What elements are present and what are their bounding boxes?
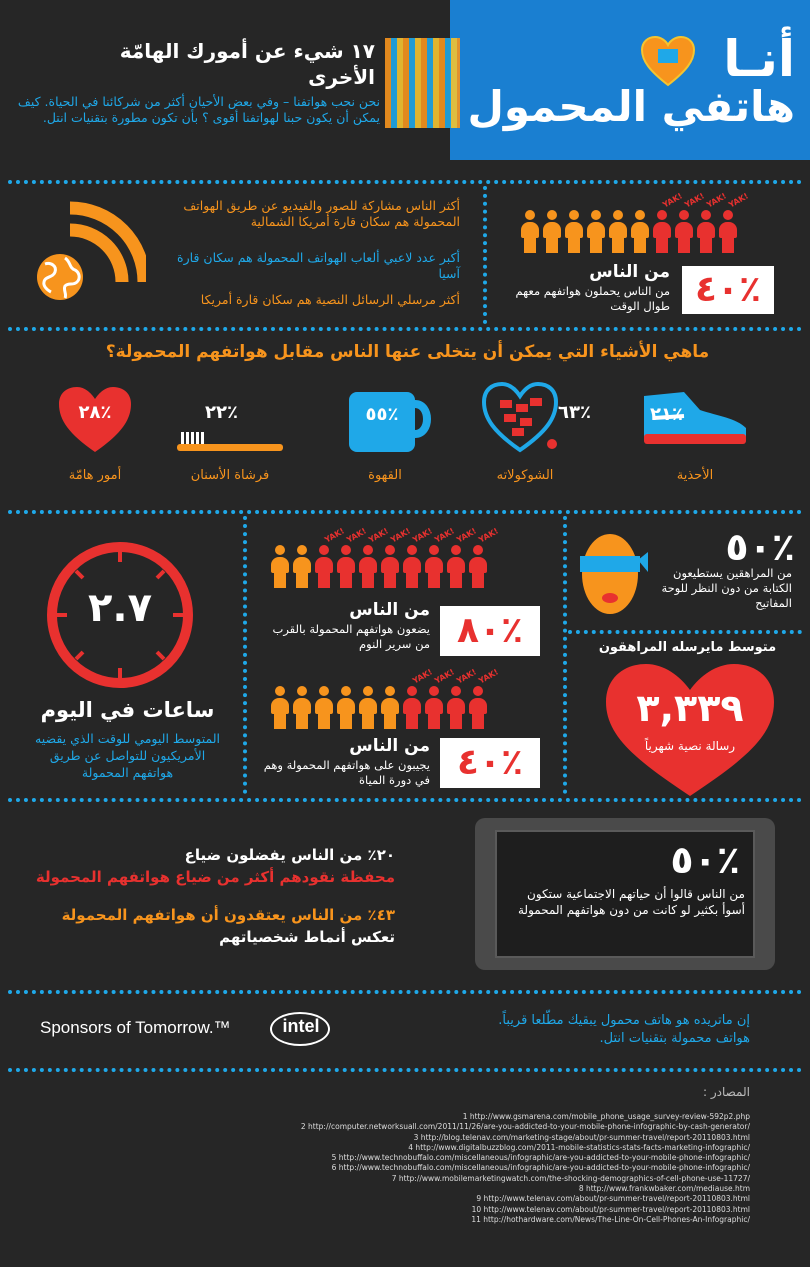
bed-desc: يضعون هواتفهم المحمولة بالقرب من سرير النوم — [272, 622, 430, 651]
source-5[interactable]: 5 http://www.technobuffalo.com/miscellaneous/infographic/are-you-addicted-to-your-mobile-phone-infographic/ — [331, 1153, 750, 1163]
sources-title: المصادر : — [703, 1085, 750, 1099]
coffee-label: القهوة — [368, 468, 402, 483]
people-pct-box-top: ٤٠٪ — [682, 266, 774, 314]
phone-pct: ٥٠٪ — [670, 838, 740, 882]
source-6[interactable]: 6 http://www.technobuffalo.com/miscellaneous/infographic/are-you-addicted-to-your-mobile-phone-infographic/ — [331, 1163, 750, 1173]
people-row-bed: YAK! YAK! YAK! YAK! YAK! YAK! YAK! YAK! — [268, 545, 548, 593]
header-title-line1: أنـا — [723, 30, 795, 88]
source-7[interactable]: 7 http://www.mobilemarketingwatch.com/the-shocking-demographics-of-cell-phone-use-11727/ — [391, 1173, 750, 1183]
source-2[interactable]: 2 http://computer.networksuall.com/2011/11/26/are-you-addicted-to-your-mobile-phone-infographic-by-cash-generator/ — [300, 1122, 750, 1132]
phone-desc: من الناس قالوا أن حياتهم الاجتماعية ستكون أسوأ بكثير لو كانت من دون هواتفهم المحمولة — [517, 887, 745, 917]
chocolate-pct: ٦٣٪ — [558, 402, 591, 423]
chocolate-label: الشوكولاته — [496, 468, 554, 483]
toothbrush-label: فرشاة الأسنان — [190, 468, 270, 483]
header-pattern — [385, 38, 460, 128]
header-title-line2: هاتفي المحمول — [467, 82, 795, 131]
source-3[interactable]: 3 http://blog.telenav.com/marketing-stage/about/pr-summer-travel/report-20110803.html — [413, 1132, 750, 1142]
sponsor-text: Sponsors of Tomorrow.™ — [40, 1018, 231, 1037]
blindfold-face-icon — [578, 526, 650, 616]
source-10[interactable]: 10 http://www.telenav.com/about/pr-summer-travel/report-20110803.html — [471, 1204, 750, 1214]
intel-logo-text: intel — [282, 1016, 320, 1036]
region-stat-2: أكبر عدد لاعبي ألعاب الهواتف المحمولة هم سكان قارة آسيا — [177, 250, 460, 281]
people-row-bath: YAK! YAK! YAK! YAK! — [268, 686, 548, 734]
sources-list — [180, 1112, 750, 1225]
avg-desc: رسالة نصية شهرياً — [644, 739, 736, 753]
source-9[interactable]: 9 http://www.telenav.com/about/pr-summer-travel/report-20110803.html — [476, 1194, 750, 1204]
coffee-pct: ٥٥٪ — [365, 404, 399, 425]
chocolate-heart-icon — [480, 380, 560, 456]
toothbrush-icon — [175, 430, 285, 454]
footer-tagline: إن ماتريده هو هاتف محمول يبقيك مطّلعا قريباً. هواتف محمولة بتقنيات انتل. — [498, 1013, 750, 1046]
people-desc-top: من الناس يحملون هواتفهم معهم طوال الوقت — [515, 284, 670, 313]
personality-line-a: ٤٣٪ من الناس يعتقدون أن هواتفهم المحمولة — [61, 906, 395, 924]
bed-pct-box: ٨٠٪ — [440, 606, 540, 656]
region-stat-3: أكثر مرسلي الرسائل النصية هم سكان قارة أمريكا — [200, 292, 460, 307]
shoe-label: الأحذية — [676, 468, 714, 483]
teen-pct: ٥٠٪ — [725, 525, 795, 569]
hours-title: ساعات في اليوم — [40, 698, 215, 722]
bath-pct-box: ٤٠٪ — [440, 738, 540, 788]
bed-title: من الناس — [349, 600, 430, 620]
section2-question: ماهي الأشياء التي يمكن أن يتخلى عنها الناس مقابل هواتفهم المحمولة؟ — [105, 342, 710, 362]
avg-title: متوسط مايرسله المراهقون — [598, 640, 777, 655]
message-heart-icon — [600, 660, 780, 800]
shoe-pct: ٢١٪ — [650, 404, 683, 425]
avg-value: ٣,٣٣٩ — [636, 686, 744, 730]
intro-text: نحن نحب هواتفنا – وفي بعض الأحيان أكثر من شركائنا في الحياة. كيف يمكن أن يكون حبنا لهواتفنا أقوى ؟ بأن تكون مطورة بتقنيات انتل. — [17, 94, 380, 125]
source-1[interactable]: 1 http://www.gsmarena.com/mobile_phone_usage_survey-review-592p2.php — [462, 1112, 750, 1121]
heart-label: أمور هامّة — [68, 468, 122, 483]
wallet-line-a: ٢٠٪ من الناس يفضلون ضياع — [184, 846, 395, 864]
source-4[interactable]: 4 http://www.digitalbuzzblog.com/2011-mobile-statistics-stats-facts-marketing-infographic/ — [408, 1142, 750, 1152]
page-heading: ١٧ شيء عن أمورك الهامّة الأخرى — [119, 39, 375, 89]
region-stat-1: أكثر الناس مشاركة للصور والفيديو عن طريق الهواتف المحمولة هم سكان قارة أمريكا الشمالية — [183, 198, 460, 229]
globe-icon — [35, 252, 85, 302]
people-row-top: YAK! YAK! YAK! YAK! — [518, 210, 788, 258]
toothbrush-pct: ٢٢٪ — [205, 402, 238, 423]
bath-title: من الناس — [349, 736, 430, 756]
hours-desc: المتوسط اليومي للوقت الذي يقضيه الأمريكيون للتواصل عن طريق هواتفهم المحمولة — [35, 731, 220, 780]
heart-icon — [640, 35, 696, 87]
source-8[interactable]: 8 http://www.frankwbaker.com/mediause.htm — [578, 1184, 750, 1194]
heart-pct: ٢٨٪ — [78, 402, 112, 423]
personality-line-b: تعكس أنماط شخصياتهم — [219, 928, 395, 946]
hours-value: ٢.٧ — [87, 585, 153, 631]
bath-desc: يجيبون على هواتفهم المحمولة وهم في دورة المياة — [263, 758, 430, 787]
source-11[interactable]: 11 http://hothardware.com/News/The-Line-On-Cell-Phones-An-Infographic/ — [471, 1214, 750, 1224]
wallet-line-b: محفظة نقودهم أكثر من ضياع هواتفهم المحمولة — [35, 868, 395, 886]
people-title-top: من الناس — [589, 262, 670, 282]
teen-desc: من المراهقين يستطيعون الكتابة من دون النظر للوحة المفاتيح — [661, 566, 792, 610]
